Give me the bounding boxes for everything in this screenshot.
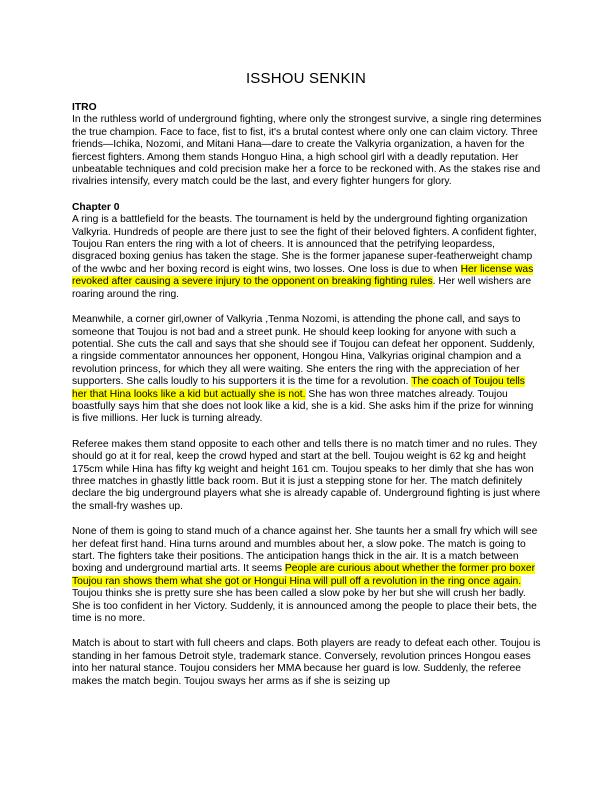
paragraph-text: None of them is going to stand much of a chance against her. She taunts her a small fry which will see her defeat first hand. Hina turns around and mumbles about her, a slow poke. The match is going to start. The fighters take their positions. The anticipation hangs thick in the air. It is a match between boxing and underground martial arts. It seems (72, 526, 538, 575)
highlighted-text: Her license was revoked after causing a severe injury to the opponent on breaking fighting rules (72, 263, 534, 288)
chapter-paragraph-1 (72, 214, 542, 301)
paragraph-text: A ring is a battlefield for the beasts. The tournament is held by the underground fighting organization Valkyria. Hundreds of people are there just to see the fight of their beloved fighters. A confident fighter, Toujou Ran enters the ring with a lot of cheers. It is announced that the petrifying leopardess, disgraced boxing genius has taken the stage. She is the former japanese super-featherweight champ of the wwbc and her boxing record is eight wins, two losses. One loss is due to when (72, 214, 537, 275)
intro-heading: ITRO (72, 102, 97, 113)
paragraph-text: She has won three matches already. Toujou boastfully says him that she does not look like a kid, she is a kid. She asks him if the prize for winning is five millions. Her luck is turning already. (72, 388, 534, 425)
chapter-heading: Chapter 0 (72, 201, 120, 213)
document-title: ISSHOU SENKIN (245, 70, 367, 87)
chapter-paragraph-4 (72, 526, 542, 625)
highlighted-text: People are curious about whether the former pro boxer Toujou ran shows them what she got or Hongui Hina will pull off a revolution in the ring once again. (72, 563, 536, 587)
intro-paragraph: In the ruthless world of underground fighting, where only the strongest survive, a single ring determines the true champion. Face to face, fist to fist, it's a brutal contest where only one can claim victory. Three friends—Ichika, Nozomi, and Mitani Hana—dare to create the Valkyria organization, a haven for the fiercest fighters. Among them stands Honguo Hina, a high school girl with a deadly reputation. Her unbeatable techniques and cold precision make her a force to be reckoned with. As the stakes rise and rivalries intensify, every match could be the last, and every fighter hungers for glory. (72, 114, 542, 188)
highlighted-text: The coach of Toujou tells her that Hina looks like a kid but actually she is not. (72, 376, 525, 400)
paragraph-text: Toujou thinks she is pretty sure she has been called a slow poke by her but she will crush her badly. She is too confident in her Victory. Suddenly, it is announced among the people to place their bets, the time is no more. (72, 588, 537, 625)
paragraph-text: . Her well wishers are roaring around the ring. (72, 276, 532, 300)
paragraph-text: Meanwhile, a corner girl,owner of Valkyria ,Tenma Nozomi, is attending the phone call, and says to someone that Toujou is not bad and a street punk. He should keep looking for anyone with such a potential. She cuts the call and says that she should see if Toujou can defeat her opponent. Suddenly, a ringside commentator announces her opponent, Hongou Hina, Valkyrias original champion and a revolution princess, for which they all were waiting. She enters the ring with the appreciation of her supporters. She calls loudly to his supporters it is the time for a revolution. (72, 314, 535, 388)
document-body (72, 102, 542, 699)
chapter-paragraph-5: Match is about to start with full cheers and claps. Both players are ready to defeat each other. Toujou is standing in her famous Detroit style, trademark stance. Conversely, revolution princes Hongou eases into her natural stance. Toujou considers her MMA because her guard is low. Suddenly, the referee makes the match begin. Toujou sways her arms as if she is seizing up (72, 638, 541, 687)
chapter-paragraph-2 (72, 314, 542, 426)
chapter-paragraph-3: Referee makes them stand opposite to each other and tells there is no match timer and no rules. They should go at it for real, keep the crowd hyped and start at the bell. Toujou weight is 62 kg and height 175cm while Hina has fifty kg weight and height 161 cm. Toujou speaks to her dimly that she has won three matches in ghastly little back room. But it is just a stepping stone for her. The match definitely declare the big underground players what she is already capable of. Underground fighting is just where the small-fry washes up. (72, 438, 541, 512)
